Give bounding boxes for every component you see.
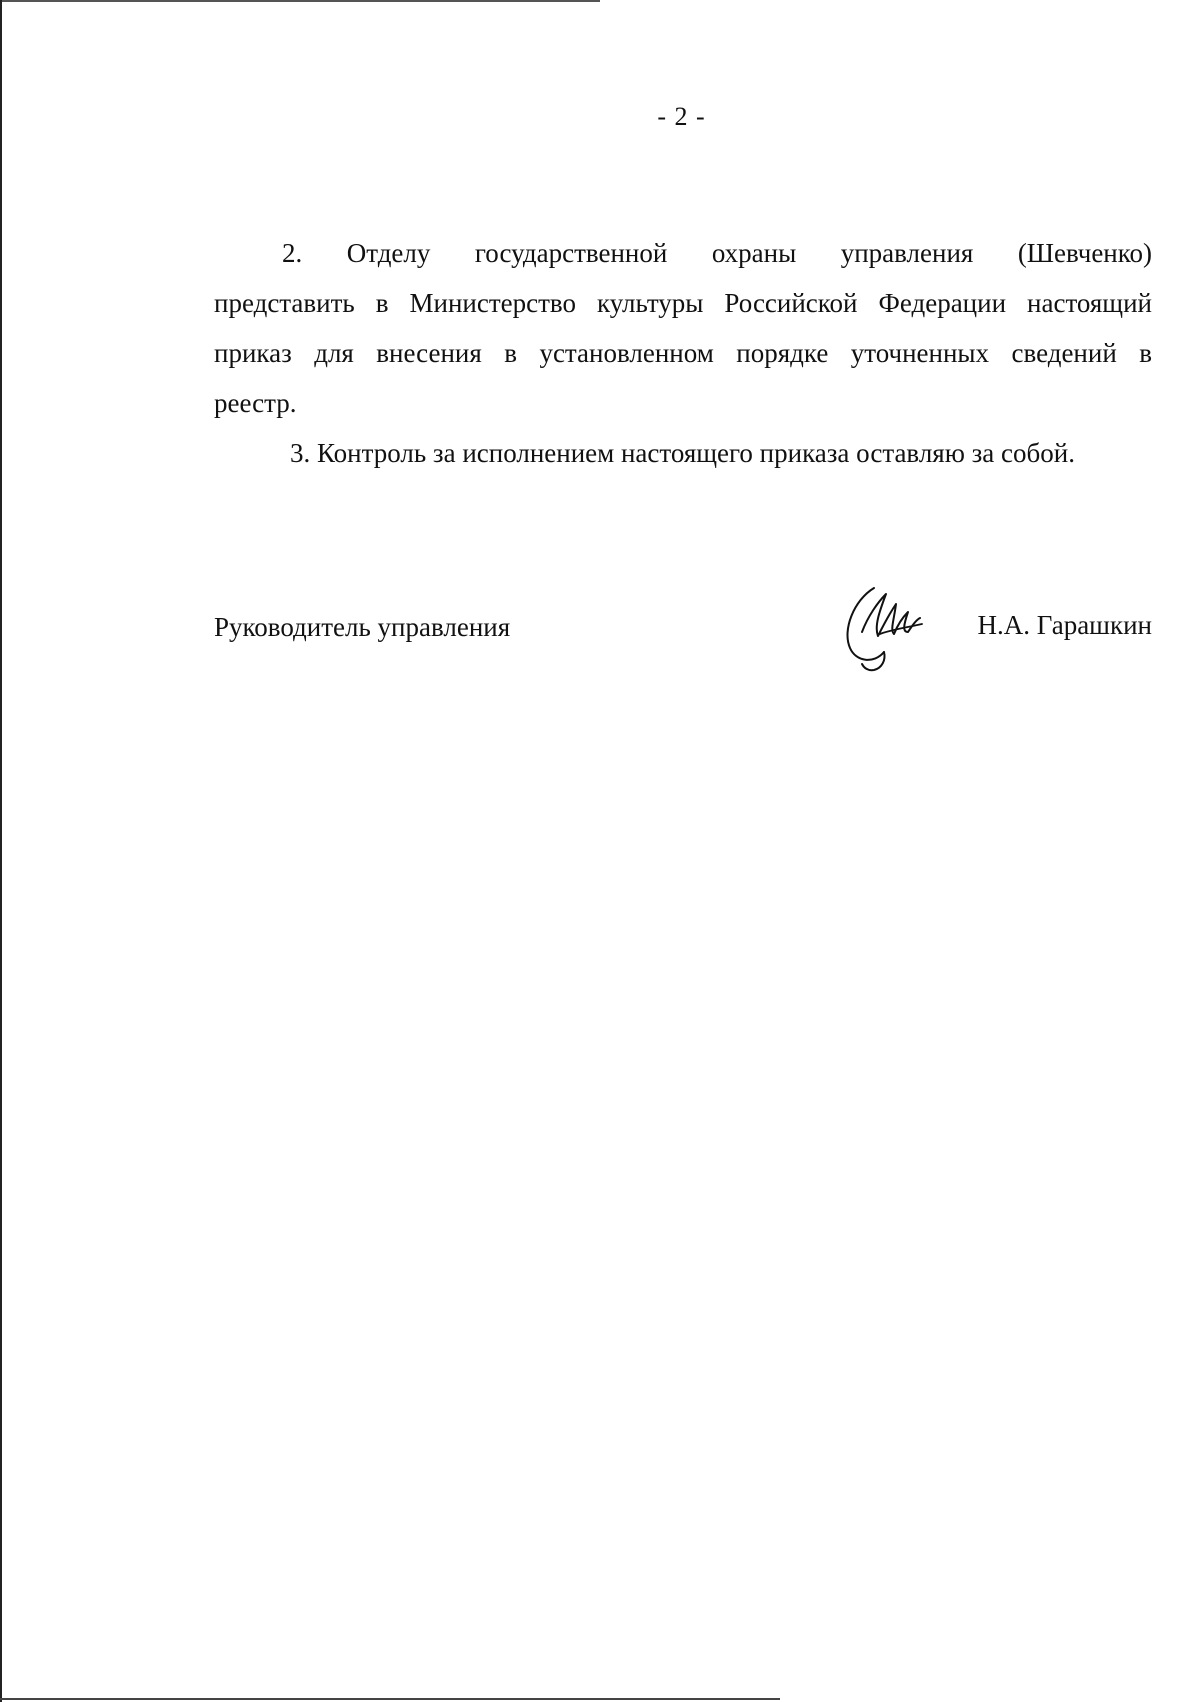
signatory-name: Н.А. Гарашкин bbox=[977, 610, 1152, 640]
handwritten-signature bbox=[834, 580, 934, 676]
scan-edge-bottom bbox=[0, 1698, 780, 1700]
paragraph-2: 2. Отделу государственной охраны управления (Шевченко) представить в Министерство культуры Российской Федерации настоящий приказ для внесения в установленном порядке уточненных сведений в реестр. bbox=[214, 238, 1152, 418]
paragraph-3: 3. Контроль за исполнением настоящего приказа оставляю за собой. bbox=[290, 438, 1075, 468]
scan-edge-top bbox=[0, 0, 600, 2]
document-body bbox=[214, 228, 1152, 478]
signature-block bbox=[214, 612, 1152, 672]
scan-edge-left bbox=[0, 0, 2, 1702]
page-number: - 2 - bbox=[657, 102, 706, 131]
signatory-title: Руководитель управления bbox=[214, 612, 511, 642]
